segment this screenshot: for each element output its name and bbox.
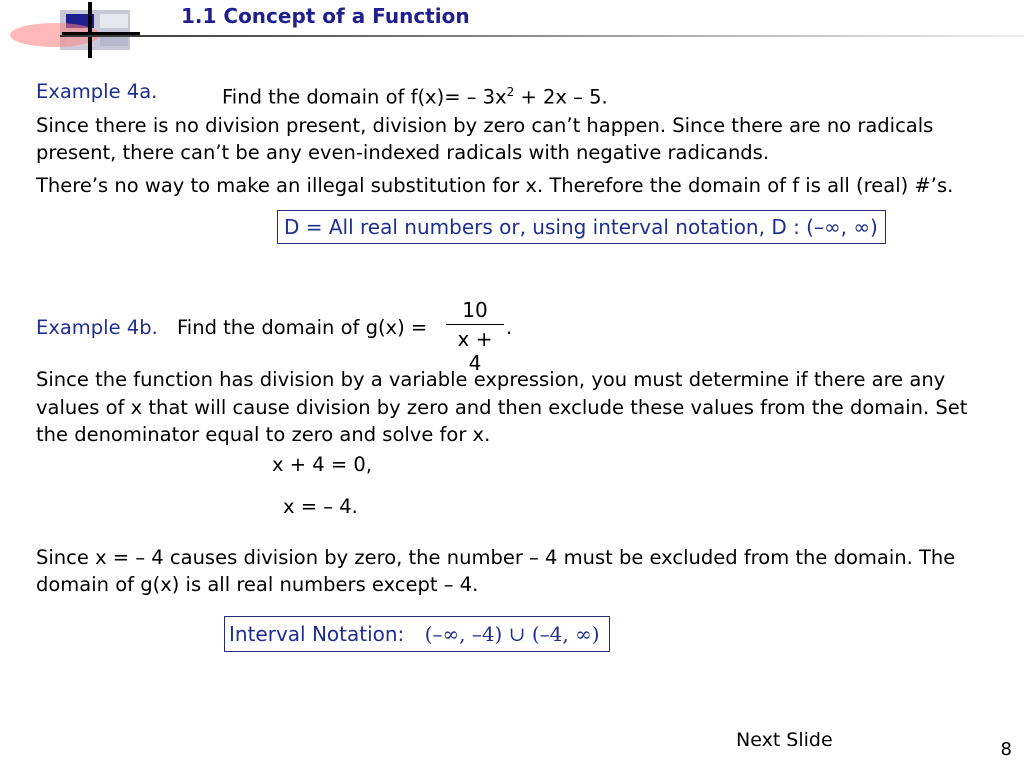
next-slide-link[interactable]: Next Slide	[736, 729, 833, 751]
page-number: 8	[1000, 739, 1012, 760]
example-4b-label: Example 4b.	[36, 316, 158, 339]
slide-title: 1.1 Concept of a Function	[181, 4, 470, 28]
equation-2: x = – 4.	[283, 495, 358, 518]
example-4b-para1-line2: values of x that will cause division by zero and then exclude these values from the domain. Set	[36, 396, 968, 419]
fraction-period: .	[506, 316, 513, 339]
fraction-bar	[446, 324, 504, 325]
answer-box-4a	[277, 210, 886, 244]
example-4b-prompt: Find the domain of g(x) =	[177, 316, 428, 339]
example-4b-para1-line1: Since the function has division by a variable expression, you must determine if there are any	[36, 368, 946, 391]
example-4a-prompt-tail: + 2x – 5.	[514, 85, 608, 109]
interval-value: (–∞, –4) ∪ (–4, ∞)	[424, 622, 600, 646]
fraction	[446, 298, 504, 375]
exponent: 2	[506, 85, 515, 99]
example-4a-prompt-text: Find the domain of f(x)= – 3x	[222, 85, 507, 109]
answer-box-4a-text: D = All real numbers or, using interval notation, D : (–∞, ∞)	[284, 215, 878, 239]
fraction-numerator: 10	[462, 298, 488, 322]
example-4a-prompt	[222, 78, 608, 112]
interval-box-4b	[224, 616, 610, 652]
title-divider	[60, 35, 1024, 37]
fraction-denominator: x + 4	[457, 327, 493, 375]
slide-logo	[0, 0, 140, 60]
example-4a-para1-line2: present, there can’t be any even-indexed radicals with negative radicands.	[36, 141, 770, 164]
example-4a-label: Example 4a.	[36, 80, 158, 103]
example-4b-para2-line2: domain of g(x) is all real numbers except – 4.	[36, 573, 479, 596]
example-4b-para1-line3: the denominator equal to zero and solve for x.	[36, 423, 491, 446]
example-4a-para2: There’s no way to make an illegal substitution for x. Therefore the domain of f is all (real) #’s.	[36, 174, 954, 197]
equation-1: x + 4 = 0,	[272, 453, 373, 476]
example-4a-para1-line1: Since there is no division present, division by zero can’t happen. Since there are no radicals	[36, 114, 934, 137]
interval-label: Interval Notation:	[229, 622, 405, 646]
example-4b-para2-line1: Since x = – 4 causes division by zero, the number – 4 must be excluded from the domain. The	[36, 546, 956, 569]
